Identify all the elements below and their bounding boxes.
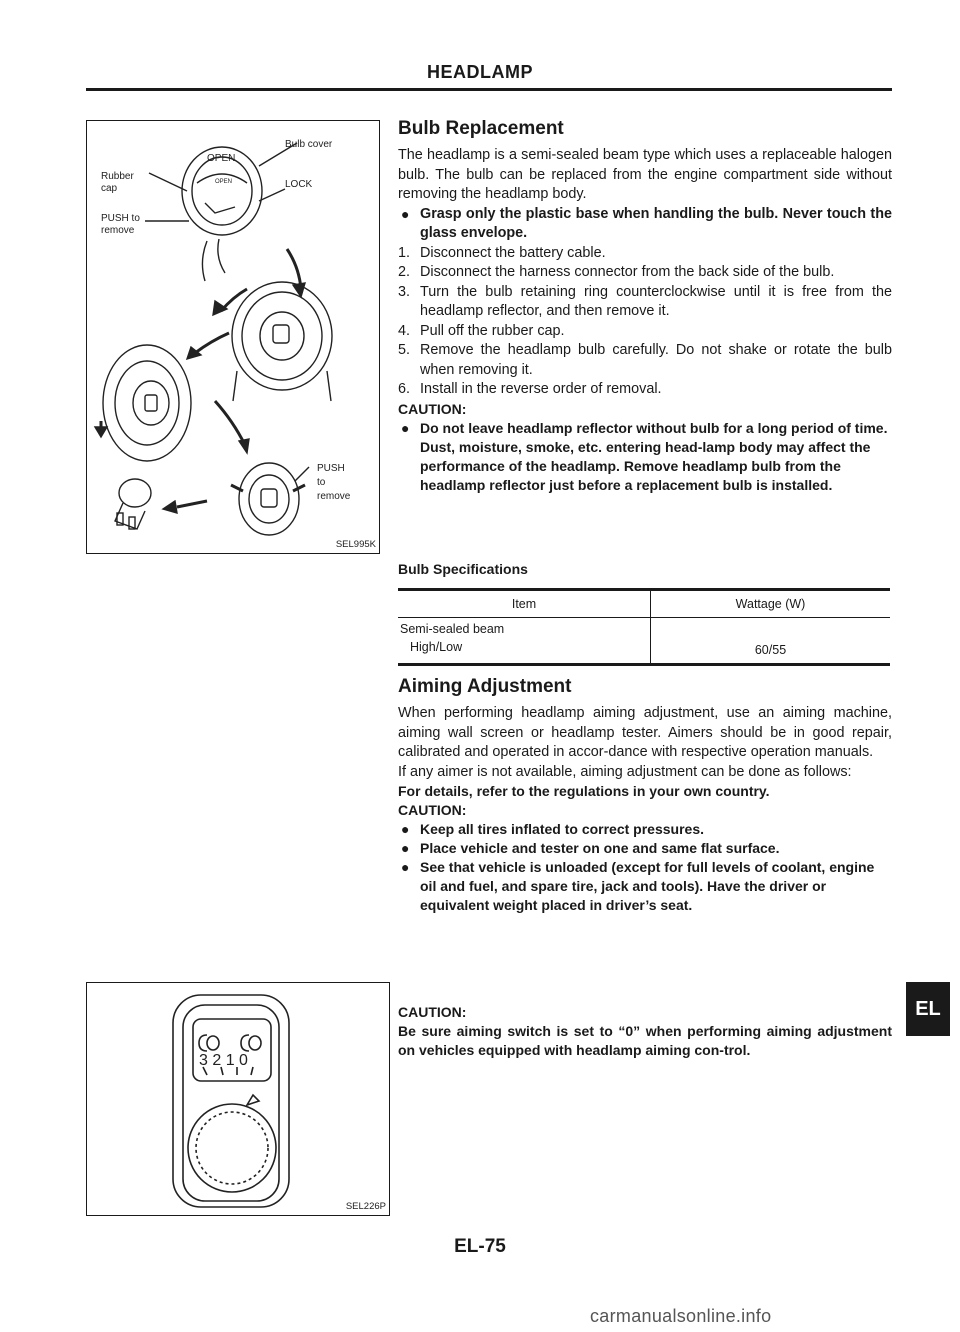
figure-code: SEL995K xyxy=(335,539,376,550)
page-title: HEADLAMP xyxy=(427,62,533,82)
step-item: 5. Remove the headlamp bulb carefully. Do not shake or rotate the bulb when removing it. xyxy=(398,342,892,378)
table-cell: High/Low xyxy=(410,640,463,654)
header-rule xyxy=(86,88,892,91)
steps-list xyxy=(398,244,892,400)
list-item: ● Keep all tires inflated to correct pressures. xyxy=(401,821,704,837)
lock-label: LOCK xyxy=(285,179,313,190)
figure-code: SEL226P xyxy=(345,1201,386,1212)
table-row xyxy=(398,618,890,665)
to-label: to xyxy=(317,477,326,488)
table-cell: Semi-sealed beam xyxy=(400,622,505,636)
bulb-replacement-section xyxy=(398,118,892,495)
paragraph: When performing headlamp aiming adjustment, use an aiming machine, aiming wall screen or headlamp tester. Aimers should be in good repair, calibrated and operated in accor-dance with respective operation manuals. xyxy=(398,705,892,760)
step-item: 4. Pull off the rubber cap. xyxy=(398,322,565,339)
aiming-switch-figure xyxy=(86,982,390,1216)
inner-open-label: OPEN xyxy=(215,179,233,185)
list-item: ● Do not leave headlamp reflector without bulb for a long period of time. Dust, moisture, smoke, etc. entering head-lamp body may affect the performance of the headlamp. Remove headlamp bulb from the headlamp reflector just before a replacement bulb is installed. xyxy=(401,419,888,493)
section-title: Aiming Adjustment xyxy=(398,676,572,697)
page-number: EL-75 xyxy=(454,1236,506,1257)
caution-label: CAUTION: xyxy=(398,400,467,417)
aiming-switch-illustration xyxy=(87,983,389,1215)
bulb-replacement-illustration xyxy=(87,121,379,553)
aiming-bullets xyxy=(398,820,892,915)
bulb-specs-table xyxy=(398,588,890,666)
push-to-remove-label-2: remove xyxy=(101,225,135,236)
aiming-switch-digits: 3 2 1 0 xyxy=(199,1052,248,1069)
aiming-section xyxy=(398,676,892,915)
caution-label: CAUTION: xyxy=(398,802,467,818)
rubber-cap-label-1: Rubber xyxy=(101,171,134,182)
caution-label: CAUTION: xyxy=(398,1004,467,1020)
section-title: Bulb Replacement xyxy=(398,118,564,139)
push-label: PUSH xyxy=(317,463,345,474)
open-label: OPEN xyxy=(207,153,236,164)
bold-note: For details, refer to the regulations in your own country. xyxy=(398,783,770,799)
table-header: Item xyxy=(398,590,651,618)
step-item: 2. Disconnect the harness connector from the back side of the bulb. xyxy=(398,264,835,280)
specs-title: Bulb Specifications xyxy=(398,561,528,577)
caution-text: Be sure aiming switch is set to “0” when performing aiming adjustment on vehicles equipped with headlamp aiming con-trol. xyxy=(398,1023,892,1058)
step-item: 6. Install in the reverse order of removal. xyxy=(398,381,662,397)
list-item: ● See that vehicle is unloaded (except for full levels of coolant, engine oil and fuel, and spare tire, jack and tools). Have the driver or equivalent weight placed in driver’s seat. xyxy=(401,859,875,913)
table-cell: 60/55 xyxy=(651,618,891,665)
step-item: 3. Turn the bulb retaining ring counterclockwise until it is free from the headlamp reflector, and then remove it. xyxy=(398,283,892,319)
bulb-replacement-figure xyxy=(86,120,380,554)
section-tab[interactable]: EL xyxy=(906,982,950,1036)
push-to-remove-label-1: PUSH to xyxy=(101,213,140,224)
table-header: Wattage (W) xyxy=(651,590,891,618)
remove-label: remove xyxy=(317,491,351,502)
list-item: ● Grasp only the plastic base when handling the bulb. Never touch the glass envelope. xyxy=(401,205,892,241)
caution2-block xyxy=(398,1003,892,1060)
intro-paragraph: The headlamp is a semi-sealed beam type which uses a replaceable halogen bulb. The bulb can be replaced from the engine compartment side without removing the headlamp body. xyxy=(398,147,892,202)
paragraph: If any aimer is not available, aiming adjustment can be done as follows: xyxy=(398,763,852,780)
bulb-cover-label: Bulb cover xyxy=(285,139,333,150)
rubber-cap-label-2: cap xyxy=(101,183,118,194)
list-item: ● Place vehicle and tester on one and same flat surface. xyxy=(401,840,780,856)
step-item: 1. Disconnect the battery cable. xyxy=(398,244,606,261)
watermark: carmanualsonline.info xyxy=(590,1306,772,1326)
